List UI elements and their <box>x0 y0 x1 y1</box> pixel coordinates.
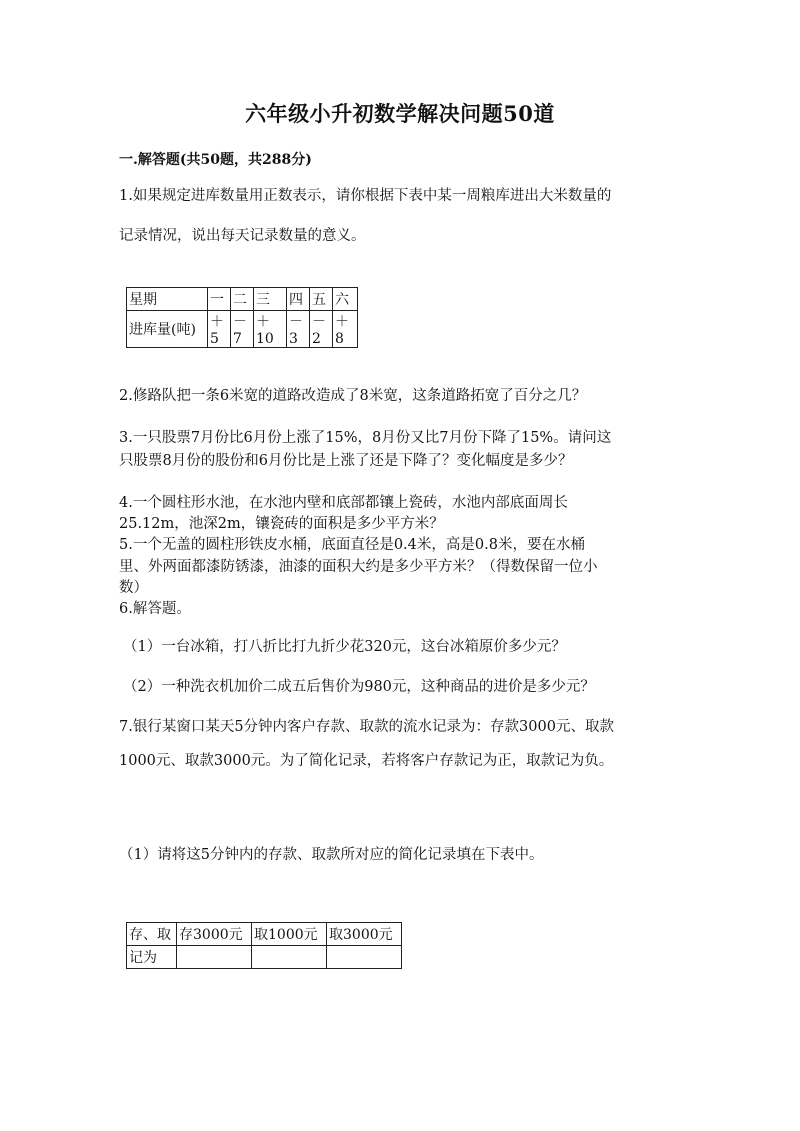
q7-sub1: （1）请将这5分钟内的存款、取款所对应的简化记录填在下表中。 <box>119 847 544 863</box>
q7-table <box>126 922 402 969</box>
table-row <box>127 311 358 348</box>
answer-cell[interactable] <box>327 946 402 969</box>
table-cell: 存、取 <box>127 923 177 946</box>
table-cell: 一 <box>208 288 231 311</box>
table-cell: 存3000元 <box>177 923 252 946</box>
q7-line1: 7.银行某窗口某天5分钟内客户存款、取款的流水记录为：存款3000元、取款 <box>119 719 614 735</box>
table-cell: 取3000元 <box>327 923 402 946</box>
answer-cell[interactable] <box>252 946 327 969</box>
table-cell: ＋8 <box>333 311 358 348</box>
q3-line2: 只股票8月份的股份和6月份比是上涨了还是下降了？变化幅度是多少？ <box>119 453 573 469</box>
q1-table <box>126 287 358 348</box>
table-cell: ＋10 <box>254 311 287 348</box>
q5-line1: 5.一个无盖的圆柱形铁皮水桶，底面直径是0.4米，高是0.8米，要在水桶 <box>119 537 585 553</box>
table-cell: 三 <box>254 288 287 311</box>
answer-cell[interactable] <box>177 946 252 969</box>
q3-line1: 3.一只股票7月份比6月份上涨了15%，8月份又比7月份下降了15%。请问这 <box>119 430 612 446</box>
q5-line3: 数） <box>119 580 148 596</box>
table-row <box>127 923 402 946</box>
table-cell: －2 <box>310 311 333 348</box>
q7-line2: 1000元、取款3000元。为了简化记录，若将客户存款记为正，取款记为负。 <box>119 753 614 769</box>
table-row <box>127 288 358 311</box>
table-cell: 五 <box>310 288 333 311</box>
table-cell: 二 <box>231 288 254 311</box>
q1-line2: 记录情况，说出每天记录数量的意义。 <box>119 228 366 244</box>
q4-line2: 25.12m，池深2m，镶瓷砖的面积是多少平方米？ <box>119 516 444 532</box>
section-heading: 一.解答题(共50题，共288分) <box>119 152 312 168</box>
table-row <box>127 946 402 969</box>
table-cell: ＋5 <box>208 311 231 348</box>
table-cell: －7 <box>231 311 254 348</box>
table-cell: 记为 <box>127 946 177 969</box>
q5-line2: 里、外两面都漆防锈漆，油漆的面积大约是多少平方米？（得数保留一位小 <box>119 559 598 575</box>
table-cell: 四 <box>287 288 310 311</box>
q6-sub2: （2）一种洗衣机加价二成五后售价为980元，这种商品的进价是多少元？ <box>123 679 595 695</box>
q6-sub1: （1）一台冰箱，打八折比打九折少花320元，这台冰箱原价多少元？ <box>123 639 566 655</box>
q2-text: 2.修路队把一条6米宽的道路改造成了8米宽，这条道路拓宽了百分之几？ <box>119 388 587 404</box>
q4-line1: 4.一个圆柱形水池，在水池内壁和底部都镶上瓷砖，水池内部底面周长 <box>119 495 568 511</box>
q1-line1: 1.如果规定进库数量用正数表示，请你根据下表中某一周粮库进出大米数量的 <box>119 188 612 204</box>
page-title: 六年级小升初数学解决问题50道 <box>245 101 555 126</box>
q6-line: 6.解答题。 <box>119 601 191 617</box>
table-cell: 六 <box>333 288 358 311</box>
table-cell: 取1000元 <box>252 923 327 946</box>
table-cell: 进库量(吨) <box>127 311 208 348</box>
table-cell: －3 <box>287 311 310 348</box>
table-cell: 星期 <box>127 288 208 311</box>
